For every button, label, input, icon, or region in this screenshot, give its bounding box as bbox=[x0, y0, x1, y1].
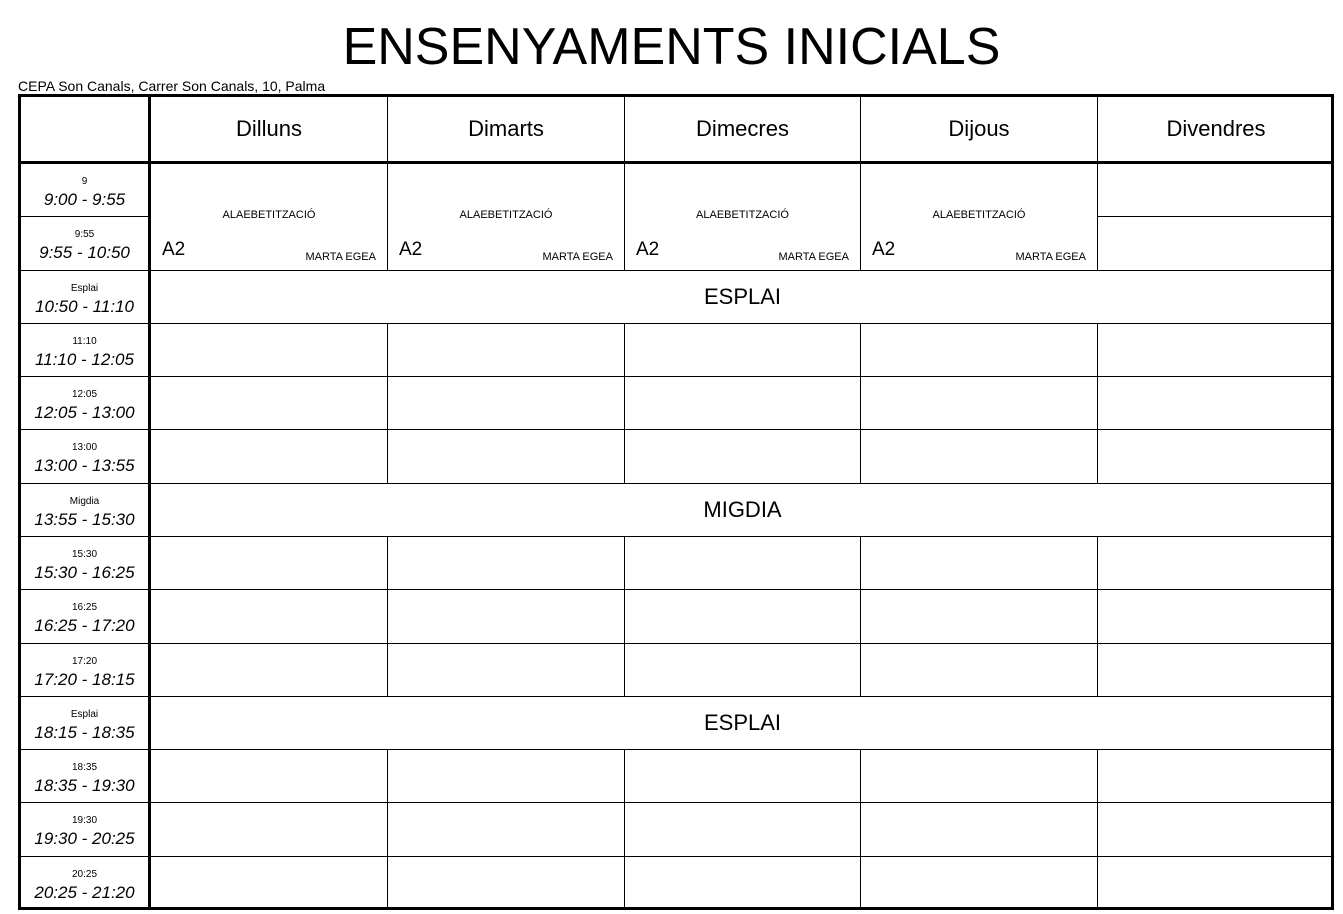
time-slot-range: 12:05 - 13:00 bbox=[34, 403, 135, 423]
time-slot-range: 9:00 - 9:55 bbox=[43, 190, 126, 209]
time-slot-label: 19:30 bbox=[71, 815, 98, 827]
time-slot-label: 13:00 bbox=[71, 442, 98, 454]
group-label: A2 bbox=[399, 239, 423, 260]
empty-cell[interactable] bbox=[625, 377, 861, 430]
time-slot-label: Esplai bbox=[70, 708, 99, 720]
time-slot bbox=[21, 430, 151, 483]
day-header-dilluns: Dilluns bbox=[151, 97, 388, 164]
break-row-esplai: ESPLAI bbox=[151, 271, 1334, 324]
time-slot-range: 17:20 - 18:15 bbox=[34, 669, 135, 689]
class-block-dimecres[interactable] bbox=[625, 164, 861, 271]
teacher-label: MARTA EGEA bbox=[1015, 251, 1086, 263]
empty-cell[interactable] bbox=[1098, 430, 1334, 483]
time-slot bbox=[21, 590, 151, 643]
subject-label: ALAEBETITZACIÓ bbox=[932, 209, 1026, 221]
time-slot bbox=[21, 217, 151, 270]
time-slot-label: 11:10 bbox=[72, 335, 97, 347]
time-slot-range: 16:25 - 17:20 bbox=[34, 616, 135, 636]
time-slot-range: 18:35 - 19:30 bbox=[34, 776, 135, 796]
day-header-divendres: Divendres bbox=[1098, 97, 1334, 164]
time-slot-label: 15:30 bbox=[71, 548, 98, 560]
time-slot-label: 17:20 bbox=[71, 655, 98, 667]
time-slot-label: Migdia bbox=[69, 495, 100, 507]
empty-cell[interactable] bbox=[388, 644, 625, 697]
empty-cell[interactable] bbox=[151, 857, 388, 910]
time-slot bbox=[21, 857, 151, 910]
class-block-dilluns[interactable] bbox=[151, 164, 388, 271]
empty-cell[interactable] bbox=[388, 750, 625, 803]
time-slot-range: 20:25 - 21:20 bbox=[34, 882, 135, 902]
class-block-dijous[interactable] bbox=[861, 164, 1098, 271]
empty-cell[interactable] bbox=[1098, 803, 1334, 856]
empty-cell[interactable] bbox=[388, 857, 625, 910]
empty-cell[interactable] bbox=[861, 324, 1098, 377]
school-address: CEPA Son Canals, Carrer Son Canals, 10, Palma bbox=[18, 78, 326, 94]
empty-cell[interactable] bbox=[625, 324, 861, 377]
empty-cell[interactable] bbox=[625, 857, 861, 910]
empty-cell[interactable] bbox=[1098, 217, 1334, 270]
empty-cell[interactable] bbox=[861, 537, 1098, 590]
teacher-label: MARTA EGEA bbox=[778, 251, 849, 263]
time-slot bbox=[21, 164, 151, 217]
group-label: A2 bbox=[162, 239, 186, 260]
empty-cell[interactable] bbox=[625, 803, 861, 856]
time-slot-label: 16:25 bbox=[71, 602, 98, 614]
empty-cell[interactable] bbox=[1098, 377, 1334, 430]
time-slot bbox=[21, 803, 151, 856]
empty-cell[interactable] bbox=[151, 537, 388, 590]
empty-cell[interactable] bbox=[625, 537, 861, 590]
empty-cell[interactable] bbox=[1098, 590, 1334, 643]
empty-cell[interactable] bbox=[861, 750, 1098, 803]
subject-label: ALAEBETITZACIÓ bbox=[696, 209, 789, 221]
time-slot-range: 15:30 - 16:25 bbox=[34, 562, 135, 582]
time-slot-range: 13:00 - 13:55 bbox=[34, 456, 135, 476]
empty-cell[interactable] bbox=[625, 644, 861, 697]
time-slot bbox=[21, 324, 151, 377]
empty-cell[interactable] bbox=[151, 803, 388, 856]
time-slot bbox=[21, 750, 151, 803]
empty-cell[interactable] bbox=[861, 857, 1098, 910]
empty-cell[interactable] bbox=[151, 750, 388, 803]
day-header-dimecres: Dimecres bbox=[625, 97, 861, 164]
teacher-label: MARTA EGEA bbox=[305, 251, 376, 263]
empty-cell[interactable] bbox=[625, 430, 861, 483]
time-slot-label: 9:55 bbox=[74, 229, 95, 241]
empty-cell[interactable] bbox=[861, 644, 1098, 697]
time-slot-label: 9 bbox=[81, 176, 88, 187]
corner-cell bbox=[21, 97, 151, 164]
time-slot bbox=[21, 697, 151, 750]
empty-cell[interactable] bbox=[1098, 750, 1334, 803]
teacher-label: MARTA EGEA bbox=[542, 251, 613, 263]
empty-cell[interactable] bbox=[861, 590, 1098, 643]
day-header-dijous: Dijous bbox=[861, 97, 1098, 164]
time-slot-label: 20:25 bbox=[71, 868, 98, 880]
time-slot-range: 18:15 - 18:35 bbox=[34, 722, 135, 742]
time-slot-range: 9:55 - 10:50 bbox=[39, 243, 130, 263]
day-header-dimarts: Dimarts bbox=[388, 97, 625, 164]
subject-label: ALAEBETITZACIÓ bbox=[459, 209, 553, 221]
empty-cell[interactable] bbox=[861, 430, 1098, 483]
time-slot bbox=[21, 644, 151, 697]
time-slot-label: Esplai bbox=[70, 282, 99, 294]
time-slot-label: 12:05 bbox=[71, 389, 98, 401]
empty-cell[interactable] bbox=[861, 803, 1098, 856]
empty-cell[interactable] bbox=[388, 377, 625, 430]
empty-cell[interactable] bbox=[861, 377, 1098, 430]
empty-cell[interactable] bbox=[388, 590, 625, 643]
time-slot-label: 18:35 bbox=[71, 762, 98, 774]
empty-cell[interactable] bbox=[1098, 857, 1334, 910]
time-slot-range: 13:55 - 15:30 bbox=[34, 509, 135, 529]
timetable-grid bbox=[18, 94, 1334, 910]
page-title: ENSENYAMENTS INICIALS bbox=[342, 18, 1001, 76]
empty-cell[interactable] bbox=[388, 537, 625, 590]
empty-cell[interactable] bbox=[388, 324, 625, 377]
empty-cell[interactable] bbox=[1098, 537, 1334, 590]
time-slot bbox=[21, 537, 151, 590]
empty-cell[interactable] bbox=[1098, 644, 1334, 697]
time-slot bbox=[21, 377, 151, 430]
empty-cell[interactable] bbox=[625, 590, 861, 643]
empty-cell[interactable] bbox=[151, 644, 388, 697]
break-row-migdia: MIGDIA bbox=[151, 484, 1334, 537]
time-slot-range: 10:50 - 11:10 bbox=[35, 296, 134, 316]
time-slot-range: 11:10 - 12:05 bbox=[35, 349, 134, 369]
time-slot-range: 19:30 - 20:25 bbox=[34, 829, 135, 849]
subject-label: ALAEBETITZACIÓ bbox=[222, 209, 316, 221]
class-block-dimarts[interactable] bbox=[388, 164, 625, 271]
time-slot bbox=[21, 484, 151, 537]
empty-cell[interactable] bbox=[1098, 164, 1334, 217]
break-row-esplai: ESPLAI bbox=[151, 697, 1334, 750]
empty-cell[interactable] bbox=[151, 430, 388, 483]
empty-cell[interactable] bbox=[151, 324, 388, 377]
empty-cell[interactable] bbox=[388, 430, 625, 483]
empty-cell[interactable] bbox=[625, 750, 861, 803]
empty-cell[interactable] bbox=[388, 803, 625, 856]
empty-cell[interactable] bbox=[151, 590, 388, 643]
group-label: A2 bbox=[636, 239, 660, 260]
empty-cell[interactable] bbox=[151, 377, 388, 430]
time-slot bbox=[21, 271, 151, 324]
group-label: A2 bbox=[872, 239, 896, 260]
empty-cell[interactable] bbox=[1098, 324, 1334, 377]
